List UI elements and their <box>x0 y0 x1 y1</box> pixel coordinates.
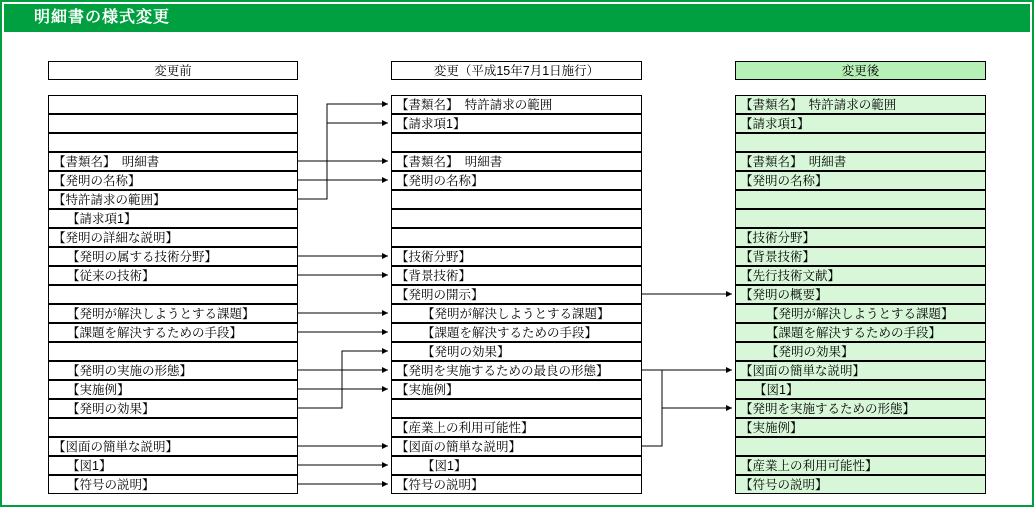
cell-text: 【技術分野】 <box>396 250 472 264</box>
cell-text: 【発明の名称】 <box>53 174 141 188</box>
cell-text: 【産業上の利用可能性】 <box>740 459 878 473</box>
change-row <box>391 133 642 152</box>
before-row <box>48 456 298 475</box>
after-row <box>735 304 986 323</box>
change-row <box>391 361 642 380</box>
change-row <box>391 266 642 285</box>
before-row <box>48 247 298 266</box>
change-row <box>391 475 642 494</box>
before-row <box>48 399 298 418</box>
change-row <box>391 190 642 209</box>
cell-text: 【課題を解決するための手段】 <box>67 326 243 340</box>
change-row <box>391 114 642 133</box>
before-row <box>48 304 298 323</box>
cell-text: 【背景技術】 <box>396 269 472 283</box>
before-row <box>48 437 298 456</box>
after-row <box>735 171 986 190</box>
change-row <box>391 456 642 475</box>
cell-text: 【書類名】 特許請求の範囲 <box>740 98 897 112</box>
cell-text: 【図1】 <box>754 383 799 397</box>
change-row <box>391 152 642 171</box>
cell-text: 【実施例】 <box>740 421 803 435</box>
cell-text: 【従来の技術】 <box>67 269 155 283</box>
cell-text: 【発明が解決しようとする課題】 <box>67 307 255 321</box>
before-row <box>48 475 298 494</box>
change-row <box>391 228 642 247</box>
change-row <box>391 437 642 456</box>
after-row <box>735 475 986 494</box>
before-row <box>48 133 298 152</box>
cell-text: 【符号の説明】 <box>396 478 484 492</box>
change-row <box>391 209 642 228</box>
after-row <box>735 456 986 475</box>
cell-text: 【発明の実施の形態】 <box>67 364 193 378</box>
after-row <box>735 266 986 285</box>
cell-text: 【書類名】 特許請求の範囲 <box>396 98 553 112</box>
after-row <box>735 209 986 228</box>
before-row <box>48 190 298 209</box>
after-row <box>735 285 986 304</box>
column-header-after: 変更後 <box>735 61 986 80</box>
cell-text: 【書類名】 明細書 <box>53 155 160 169</box>
cell-text: 【産業上の利用可能性】 <box>396 421 534 435</box>
cell-text: 【発明の概要】 <box>740 288 828 302</box>
change-row <box>391 418 642 437</box>
cell-text: 【発明が解決しようとする課題】 <box>766 307 954 321</box>
after-row <box>735 418 986 437</box>
cell-text: 【図1】 <box>67 459 112 473</box>
cell-text: 【発明の名称】 <box>396 174 484 188</box>
cell-text: 【実施例】 <box>67 383 130 397</box>
before-row <box>48 228 298 247</box>
cell-text: 【図面の簡単な説明】 <box>740 364 866 378</box>
change-row <box>391 171 642 190</box>
before-row <box>48 361 298 380</box>
after-row <box>735 95 986 114</box>
cell-text: 【符号の説明】 <box>67 478 155 492</box>
change-row <box>391 323 642 342</box>
after-row <box>735 228 986 247</box>
cell-text: 【発明の効果】 <box>422 345 510 359</box>
before-row <box>48 266 298 285</box>
before-row <box>48 285 298 304</box>
change-row <box>391 342 642 361</box>
after-row <box>735 323 986 342</box>
after-row <box>735 437 986 456</box>
cell-text: 【発明の効果】 <box>766 345 854 359</box>
before-row <box>48 152 298 171</box>
cell-text: 【発明が解決しようとする課題】 <box>422 307 610 321</box>
column-header-change: 変更（平成15年7月1日施行） <box>391 61 642 80</box>
cell-text: 【図面の簡単な説明】 <box>396 440 522 454</box>
cell-text: 【請求項1】 <box>396 117 466 131</box>
change-row <box>391 304 642 323</box>
column-header-before: 変更前 <box>48 61 298 80</box>
cell-text: 【書類名】 明細書 <box>396 155 503 169</box>
change-row <box>391 285 642 304</box>
after-row <box>735 152 986 171</box>
change-row <box>391 399 642 418</box>
cell-text: 【課題を解決するための手段】 <box>422 326 598 340</box>
before-row <box>48 342 298 361</box>
cell-text: 【課題を解決するための手段】 <box>766 326 942 340</box>
after-row <box>735 133 986 152</box>
cell-text: 【図面の簡単な説明】 <box>53 440 179 454</box>
before-row <box>48 418 298 437</box>
before-row <box>48 323 298 342</box>
cell-text: 【発明の属する技術分野】 <box>67 250 218 264</box>
cell-text: 【書類名】 明細書 <box>740 155 847 169</box>
cell-text: 【発明の詳細な説明】 <box>53 231 179 245</box>
cell-text: 【発明の効果】 <box>67 402 155 416</box>
after-row <box>735 342 986 361</box>
after-row <box>735 399 986 418</box>
cell-text: 【発明を実施するための最良の形態】 <box>396 364 609 378</box>
change-row <box>391 380 642 399</box>
before-row <box>48 380 298 399</box>
after-row <box>735 190 986 209</box>
cell-text: 【先行技術文献】 <box>740 269 841 283</box>
after-row <box>735 247 986 266</box>
after-row <box>735 361 986 380</box>
cell-text: 【実施例】 <box>396 383 459 397</box>
before-row <box>48 171 298 190</box>
cell-text: 【請求項1】 <box>740 117 810 131</box>
cell-text: 【技術分野】 <box>740 231 816 245</box>
change-row <box>391 247 642 266</box>
cell-text: 【符号の説明】 <box>740 478 828 492</box>
cell-text: 【請求項1】 <box>67 212 137 226</box>
before-row <box>48 209 298 228</box>
cell-text: 【発明の開示】 <box>396 288 484 302</box>
after-row <box>735 380 986 399</box>
page-title: 明細書の様式変更 <box>4 4 1030 32</box>
cell-text: 【発明を実施するための形態】 <box>740 402 916 416</box>
cell-text: 【背景技術】 <box>740 250 816 264</box>
cell-text: 【図1】 <box>422 459 467 473</box>
change-row <box>391 95 642 114</box>
after-row <box>735 114 986 133</box>
cell-text: 【特許請求の範囲】 <box>53 193 166 207</box>
before-row <box>48 95 298 114</box>
cell-text: 【発明の名称】 <box>740 174 828 188</box>
before-row <box>48 114 298 133</box>
